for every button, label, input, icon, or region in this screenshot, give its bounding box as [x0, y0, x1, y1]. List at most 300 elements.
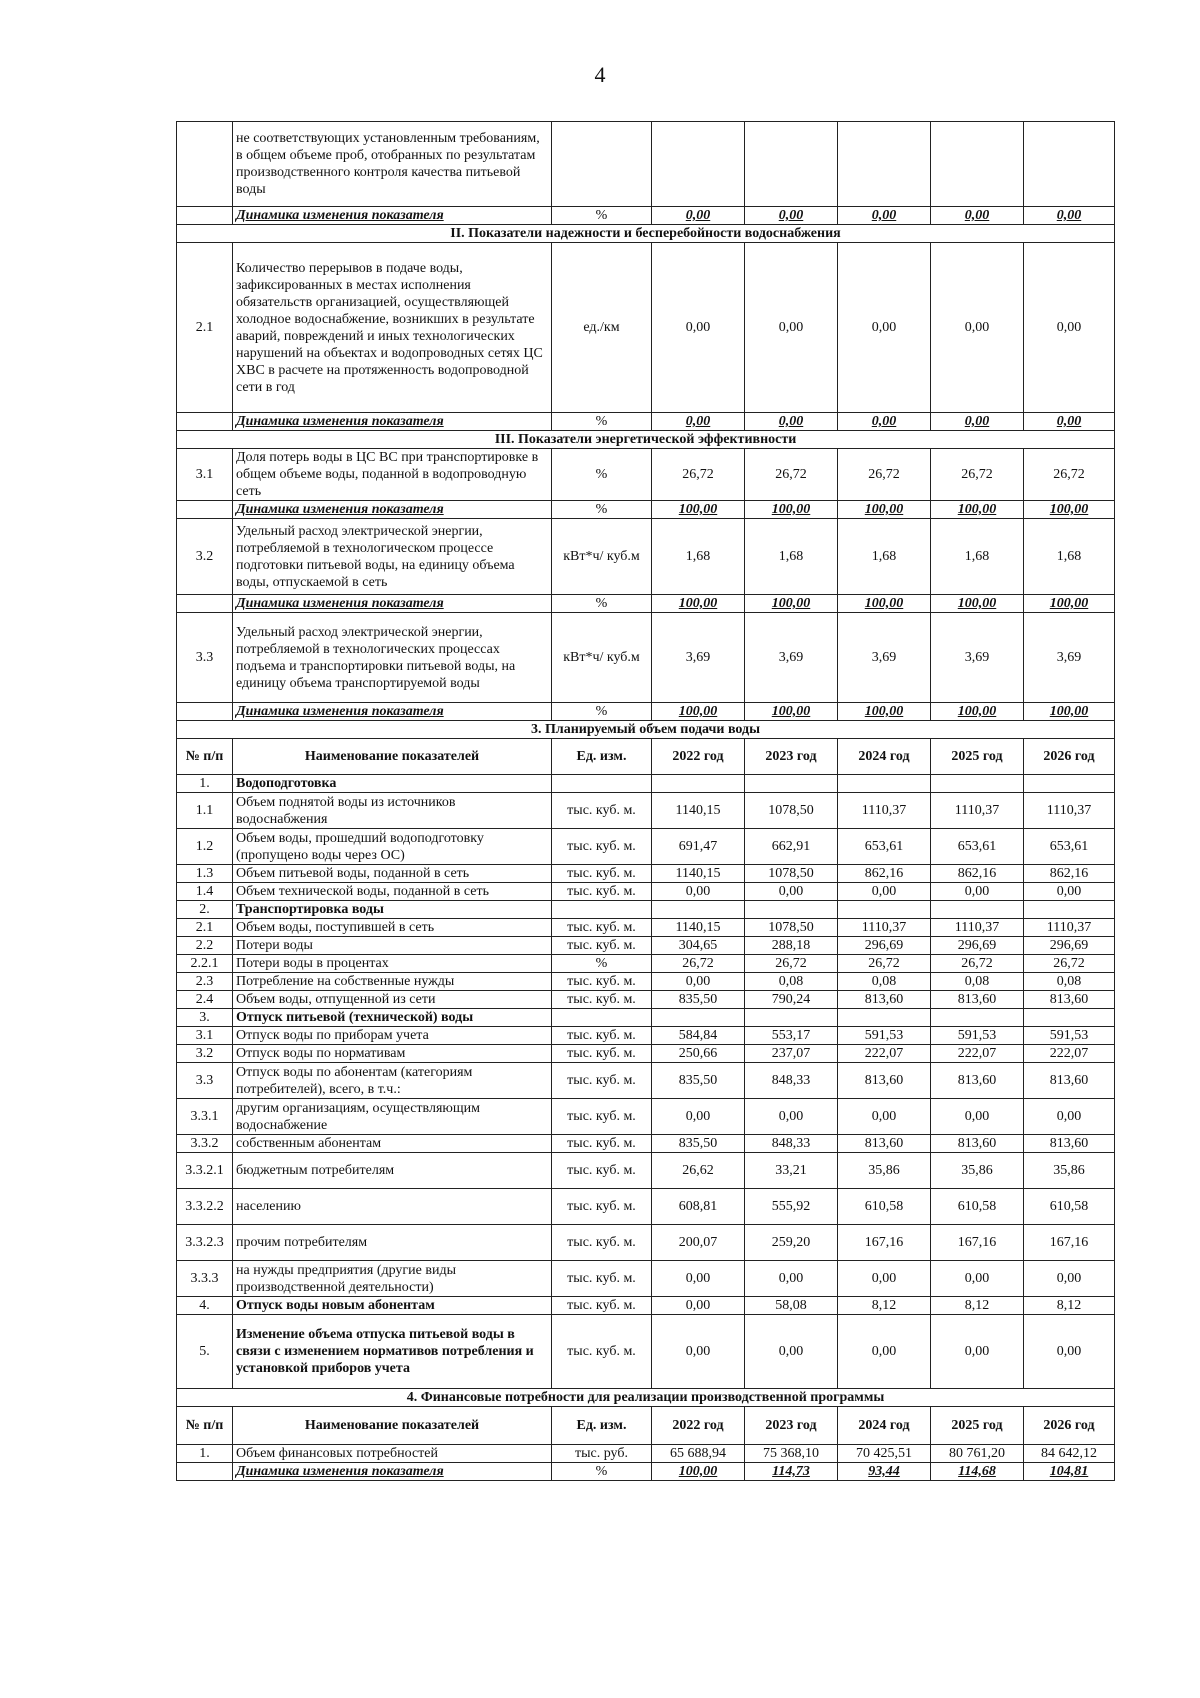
value-cell: 813,60 [931, 1135, 1024, 1153]
volume-row [177, 955, 1115, 973]
indicator-name: Объем финансовых потребностей [233, 1445, 552, 1463]
value-cell: 0,00 [838, 883, 931, 901]
value-cell: 862,16 [838, 865, 931, 883]
value-cell: 35,86 [838, 1153, 931, 1189]
value-cell: 8,12 [1024, 1297, 1115, 1315]
volume-row [177, 1099, 1115, 1135]
unit-cell: тыс. куб. м. [552, 1027, 652, 1045]
unit-cell: % [552, 595, 652, 613]
program-indicators-table [176, 121, 1115, 1481]
value-cell: 296,69 [931, 937, 1024, 955]
num-cell: 2.1 [177, 243, 233, 413]
value-cell: 26,62 [652, 1153, 745, 1189]
volume-row [177, 991, 1115, 1009]
indicator-name: Объем воды, отпущенной из сети [233, 991, 552, 1009]
value-cell: 100,00 [838, 595, 931, 613]
num-cell: 3.3.2.3 [177, 1225, 233, 1261]
header-year: 2024 год [838, 1407, 931, 1445]
dynamics-row [177, 1463, 1115, 1481]
value-cell: 100,00 [1024, 501, 1115, 519]
indicator-name: Отпуск воды по нормативам [233, 1045, 552, 1063]
value-cell: 0,00 [931, 1315, 1024, 1389]
value-cell: 813,60 [838, 1063, 931, 1099]
volume-row [177, 1297, 1115, 1315]
num-cell: 3.3.1 [177, 1099, 233, 1135]
value-cell: 0,00 [1024, 413, 1115, 431]
value-cell: 0,00 [745, 243, 838, 413]
indicator-name: Объем поднятой воды из источников водоснабжения [233, 793, 552, 829]
value-cell: 304,65 [652, 937, 745, 955]
num-cell: 3.2 [177, 519, 233, 595]
value-cell: 0,00 [652, 1297, 745, 1315]
value-cell: 8,12 [838, 1297, 931, 1315]
value-cell: 813,60 [838, 1135, 931, 1153]
value-cell [931, 901, 1024, 919]
indicator-name: собственным абонентам [233, 1135, 552, 1153]
value-cell: 100,00 [652, 501, 745, 519]
header-year: 2022 год [652, 1407, 745, 1445]
value-cell: 8,12 [931, 1297, 1024, 1315]
value-cell: 26,72 [838, 449, 931, 501]
value-cell: 100,00 [1024, 595, 1115, 613]
volume-row [177, 973, 1115, 991]
unit-cell: тыс. руб. [552, 1445, 652, 1463]
value-cell: 0,00 [838, 1261, 931, 1297]
dynamics-label: Динамика изменения показателя [233, 595, 552, 613]
num-cell: 3.3.2.1 [177, 1153, 233, 1189]
value-cell [745, 1009, 838, 1027]
num-cell: 2.1 [177, 919, 233, 937]
value-cell [838, 901, 931, 919]
unit-cell: тыс. куб. м. [552, 1315, 652, 1389]
value-cell: 296,69 [838, 937, 931, 955]
indicator-name: Доля потерь воды в ЦС ВС при транспортировке в общем объеме воды, поданной в водопроводную сеть [233, 449, 552, 501]
unit-cell: % [552, 449, 652, 501]
num-cell: 1.4 [177, 883, 233, 901]
section-title: III. Показатели энергетической эффективности [177, 431, 1115, 449]
value-cell: 0,00 [931, 1099, 1024, 1135]
indicator-name: Потребление на собственные нужды [233, 973, 552, 991]
value-cell: 653,61 [838, 829, 931, 865]
value-cell: 0,00 [652, 1261, 745, 1297]
value-cell: 3,69 [652, 613, 745, 703]
value-cell: 1110,37 [1024, 793, 1115, 829]
indicator-name: Удельный расход электрической энергии, потребляемой в технологическом процессе подготовки питьевой воды, на единицу объема воды, отпускаемой в сеть [233, 519, 552, 595]
value-cell [652, 775, 745, 793]
value-cell: 0,08 [1024, 973, 1115, 991]
value-cell: 813,60 [1024, 1063, 1115, 1099]
section-title-row [177, 721, 1115, 739]
dynamics-label: Динамика изменения показателя [233, 1463, 552, 1481]
value-cell: 1140,15 [652, 793, 745, 829]
num-cell: 3.3 [177, 613, 233, 703]
unit-cell: % [552, 955, 652, 973]
value-cell [745, 901, 838, 919]
header-row [177, 739, 1115, 775]
dynamics-row [177, 207, 1115, 225]
group-heading: Отпуск питьевой (технической) воды [233, 1009, 552, 1027]
value-cell: 100,00 [652, 703, 745, 721]
header-year: 2025 год [931, 1407, 1024, 1445]
value-cell: 35,86 [931, 1153, 1024, 1189]
value-cell: 58,08 [745, 1297, 838, 1315]
volume-row [177, 829, 1115, 865]
value-cell: 591,53 [838, 1027, 931, 1045]
num-cell: 1. [177, 1445, 233, 1463]
value-cell: 3,69 [838, 613, 931, 703]
indicator-row [177, 243, 1115, 413]
value-cell: 296,69 [1024, 937, 1115, 955]
value-cell: 0,00 [652, 243, 745, 413]
num-cell [177, 703, 233, 721]
group-heading-row [177, 1009, 1115, 1027]
value-cell: 0,00 [838, 207, 931, 225]
header-num: № п/п [177, 1407, 233, 1445]
indicator-name: Потери воды в процентах [233, 955, 552, 973]
unit-cell: тыс. куб. м. [552, 1063, 652, 1099]
num-cell: 2.3 [177, 973, 233, 991]
num-cell: 3.2 [177, 1045, 233, 1063]
value-cell: 0,00 [652, 973, 745, 991]
value-cell: 26,72 [1024, 955, 1115, 973]
indicator-name: Отпуск воды по абонентам (категориям потребителей), всего, в т.ч.: [233, 1063, 552, 1099]
unit-cell: ед./км [552, 243, 652, 413]
header-row [177, 1407, 1115, 1445]
unit-cell: тыс. куб. м. [552, 1261, 652, 1297]
group-heading: Водоподготовка [233, 775, 552, 793]
value-cell [838, 122, 931, 207]
volume-row [177, 1135, 1115, 1153]
value-cell: 0,00 [1024, 883, 1115, 901]
unit-cell: % [552, 207, 652, 225]
value-cell: 75 368,10 [745, 1445, 838, 1463]
header-name: Наименование показателей [233, 739, 552, 775]
value-cell: 114,68 [931, 1463, 1024, 1481]
num-cell [177, 207, 233, 225]
unit-cell: тыс. куб. м. [552, 1153, 652, 1189]
volume-row [177, 937, 1115, 955]
num-cell [177, 501, 233, 519]
num-cell [177, 413, 233, 431]
value-cell: 288,18 [745, 937, 838, 955]
value-cell [838, 775, 931, 793]
value-cell [1024, 122, 1115, 207]
num-cell: 1.3 [177, 865, 233, 883]
value-cell: 0,00 [745, 1099, 838, 1135]
value-cell: 862,16 [1024, 865, 1115, 883]
value-cell [652, 1009, 745, 1027]
header-unit: Ед. изм. [552, 739, 652, 775]
value-cell: 1140,15 [652, 919, 745, 937]
unit-cell: тыс. куб. м. [552, 1045, 652, 1063]
value-cell: 0,00 [652, 207, 745, 225]
section-title: 3. Планируемый объем подачи воды [177, 721, 1115, 739]
value-cell: 0,00 [1024, 243, 1115, 413]
value-cell: 0,00 [745, 1261, 838, 1297]
header-year: 2024 год [838, 739, 931, 775]
value-cell: 0,00 [1024, 207, 1115, 225]
value-cell: 848,33 [745, 1063, 838, 1099]
unit-cell: % [552, 703, 652, 721]
value-cell: 1,68 [1024, 519, 1115, 595]
value-cell: 0,00 [931, 413, 1024, 431]
num-cell: 2. [177, 901, 233, 919]
header-year: 2023 год [745, 1407, 838, 1445]
value-cell: 1078,50 [745, 919, 838, 937]
value-cell: 1,68 [838, 519, 931, 595]
volume-row [177, 1045, 1115, 1063]
value-cell: 100,00 [931, 501, 1024, 519]
value-cell: 848,33 [745, 1135, 838, 1153]
value-cell: 691,47 [652, 829, 745, 865]
value-cell [838, 1009, 931, 1027]
value-cell: 591,53 [1024, 1027, 1115, 1045]
num-cell: 3.3 [177, 1063, 233, 1099]
dynamics-label: Динамика изменения показателя [233, 413, 552, 431]
section-title: 4. Финансовые потребности для реализации производственной программы [177, 1389, 1115, 1407]
group-heading-row [177, 901, 1115, 919]
unit-cell: тыс. куб. м. [552, 991, 652, 1009]
unit-cell: тыс. куб. м. [552, 1135, 652, 1153]
num-cell: 3.3.2.2 [177, 1189, 233, 1225]
header-year: 2026 год [1024, 1407, 1115, 1445]
value-cell: 26,72 [838, 955, 931, 973]
value-cell [931, 122, 1024, 207]
value-cell: 662,91 [745, 829, 838, 865]
dynamics-row [177, 703, 1115, 721]
num-cell: 1. [177, 775, 233, 793]
value-cell: 93,44 [838, 1463, 931, 1481]
unit-cell: % [552, 501, 652, 519]
value-cell: 0,08 [838, 973, 931, 991]
value-cell: 26,72 [745, 449, 838, 501]
unit-cell: % [552, 1463, 652, 1481]
value-cell: 237,07 [745, 1045, 838, 1063]
value-cell: 610,58 [931, 1189, 1024, 1225]
value-cell [745, 122, 838, 207]
num-cell: 4. [177, 1297, 233, 1315]
volume-row [177, 1027, 1115, 1045]
group-heading: Транспортировка воды [233, 901, 552, 919]
value-cell: 0,00 [652, 883, 745, 901]
value-cell: 1,68 [652, 519, 745, 595]
value-cell [931, 1009, 1024, 1027]
section-title: II. Показатели надежности и бесперебойности водоснабжения [177, 225, 1115, 243]
num-cell: 3.1 [177, 1027, 233, 1045]
value-cell: 610,58 [838, 1189, 931, 1225]
indicator-name: Объем питьевой воды, поданной в сеть [233, 865, 552, 883]
value-cell [652, 901, 745, 919]
value-cell: 835,50 [652, 1135, 745, 1153]
volume-row [177, 865, 1115, 883]
value-cell: 250,66 [652, 1045, 745, 1063]
value-cell: 100,00 [1024, 703, 1115, 721]
indicator-name: Отпуск воды новым абонентам [233, 1297, 552, 1315]
value-cell: 0,00 [652, 1315, 745, 1389]
unit-cell: тыс. куб. м. [552, 937, 652, 955]
volume-row [177, 1225, 1115, 1261]
value-cell: 553,17 [745, 1027, 838, 1045]
value-cell: 0,00 [745, 413, 838, 431]
value-cell: 0,00 [652, 1099, 745, 1135]
indicator-name: Отпуск воды по приборам учета [233, 1027, 552, 1045]
value-cell: 813,60 [931, 1063, 1024, 1099]
value-cell: 167,16 [931, 1225, 1024, 1261]
section-title-row [177, 431, 1115, 449]
value-cell: 80 761,20 [931, 1445, 1024, 1463]
value-cell: 100,00 [745, 595, 838, 613]
value-cell: 167,16 [838, 1225, 931, 1261]
value-cell: 100,00 [745, 703, 838, 721]
indicator-name: Объем технической воды, поданной в сеть [233, 883, 552, 901]
value-cell: 200,07 [652, 1225, 745, 1261]
finance-row [177, 1445, 1115, 1463]
unit-cell: тыс. куб. м. [552, 919, 652, 937]
unit-cell [552, 901, 652, 919]
value-cell: 35,86 [1024, 1153, 1115, 1189]
value-cell: 790,24 [745, 991, 838, 1009]
indicator-row [177, 519, 1115, 595]
num-cell: 2.2 [177, 937, 233, 955]
indicator-name: Количество перерывов в подаче воды, зафиксированных в местах исполнения обязательств организацией, осуществляющей холодное водоснабжение, возникших в результате аварий, повреждений и иных технологических нарушений на объектах и водопроводных сетях ЦС ХВС в расчете на протяженность водопроводной сети в год [233, 243, 552, 413]
value-cell: 813,60 [1024, 991, 1115, 1009]
value-cell: 26,72 [931, 449, 1024, 501]
num-cell: 3.1 [177, 449, 233, 501]
unit-cell: % [552, 413, 652, 431]
value-cell: 584,84 [652, 1027, 745, 1045]
value-cell: 100,00 [931, 595, 1024, 613]
dynamics-label: Динамика изменения показателя [233, 501, 552, 519]
dynamics-row [177, 501, 1115, 519]
indicator-name: прочим потребителям [233, 1225, 552, 1261]
value-cell: 100,00 [745, 501, 838, 519]
num-cell: 2.4 [177, 991, 233, 1009]
value-cell: 0,00 [745, 1315, 838, 1389]
header-unit: Ед. изм. [552, 1407, 652, 1445]
num-cell: 5. [177, 1315, 233, 1389]
value-cell: 26,72 [652, 955, 745, 973]
value-cell [745, 775, 838, 793]
indicator-name: не соответствующих установленным требованиям, в общем объеме проб, отобранных по результатам производственного контроля качества питьевой воды [233, 122, 552, 207]
value-cell: 100,00 [652, 595, 745, 613]
dynamics-label: Динамика изменения показателя [233, 207, 552, 225]
value-cell: 653,61 [931, 829, 1024, 865]
unit-cell: тыс. куб. м. [552, 1297, 652, 1315]
header-year: 2025 год [931, 739, 1024, 775]
value-cell: 1110,37 [931, 919, 1024, 937]
num-cell: 3.3.2 [177, 1135, 233, 1153]
volume-row [177, 919, 1115, 937]
value-cell: 0,00 [838, 1099, 931, 1135]
indicator-row [177, 613, 1115, 703]
dynamics-row [177, 413, 1115, 431]
num-cell: 3. [177, 1009, 233, 1027]
unit-cell: кВт*ч/ куб.м [552, 613, 652, 703]
num-cell [177, 122, 233, 207]
value-cell: 104,81 [1024, 1463, 1115, 1481]
indicator-name: Удельный расход электрической энергии, потребляемой в технологических процессах подъема и транспортировки питьевой воды, на единицу объема транспортируемой воды [233, 613, 552, 703]
group-heading-row [177, 775, 1115, 793]
volume-row [177, 883, 1115, 901]
unit-cell [552, 122, 652, 207]
header-year: 2026 год [1024, 739, 1115, 775]
volume-row [177, 1063, 1115, 1099]
num-cell [177, 1463, 233, 1481]
header-year: 2023 год [745, 739, 838, 775]
value-cell: 813,60 [838, 991, 931, 1009]
value-cell: 862,16 [931, 865, 1024, 883]
value-cell: 1110,37 [1024, 919, 1115, 937]
unit-cell: тыс. куб. м. [552, 829, 652, 865]
volume-row [177, 1189, 1115, 1225]
volume-row [177, 1315, 1115, 1389]
indicator-name: населению [233, 1189, 552, 1225]
value-cell: 100,00 [931, 703, 1024, 721]
header-num: № п/п [177, 739, 233, 775]
value-cell [1024, 901, 1115, 919]
value-cell: 65 688,94 [652, 1445, 745, 1463]
value-cell: 222,07 [838, 1045, 931, 1063]
value-cell: 1078,50 [745, 865, 838, 883]
indicator-name: Объем воды, поступившей в сеть [233, 919, 552, 937]
value-cell [652, 122, 745, 207]
value-cell: 1110,37 [838, 919, 931, 937]
page-number: 4 [594, 62, 606, 87]
value-cell: 3,69 [745, 613, 838, 703]
value-cell: 26,72 [1024, 449, 1115, 501]
indicator-name: Изменение объема отпуска питьевой воды в связи с изменением нормативов потребления и установкой приборов учета [233, 1315, 552, 1389]
section-title-row [177, 1389, 1115, 1407]
value-cell: 70 425,51 [838, 1445, 931, 1463]
value-cell: 610,58 [1024, 1189, 1115, 1225]
value-cell: 222,07 [931, 1045, 1024, 1063]
num-cell: 2.2.1 [177, 955, 233, 973]
dynamics-row [177, 595, 1115, 613]
indicator-name: Объем воды, прошедший водоподготовку (пропущено воды через ОС) [233, 829, 552, 865]
value-cell: 0,00 [745, 207, 838, 225]
continued-indicator-row [177, 122, 1115, 207]
value-cell: 813,60 [1024, 1135, 1115, 1153]
value-cell: 114,73 [745, 1463, 838, 1481]
unit-cell: тыс. куб. м. [552, 793, 652, 829]
value-cell: 0,00 [931, 207, 1024, 225]
value-cell: 0,08 [931, 973, 1024, 991]
unit-cell: тыс. куб. м. [552, 1099, 652, 1135]
value-cell: 835,50 [652, 1063, 745, 1099]
value-cell: 0,00 [1024, 1099, 1115, 1135]
value-cell: 222,07 [1024, 1045, 1115, 1063]
num-cell [177, 595, 233, 613]
value-cell: 1078,50 [745, 793, 838, 829]
value-cell: 26,72 [745, 955, 838, 973]
value-cell: 1,68 [931, 519, 1024, 595]
num-cell: 3.3.3 [177, 1261, 233, 1297]
value-cell: 0,00 [931, 883, 1024, 901]
value-cell: 555,92 [745, 1189, 838, 1225]
unit-cell [552, 775, 652, 793]
value-cell: 0,00 [652, 413, 745, 431]
value-cell: 100,00 [652, 1463, 745, 1481]
value-cell: 26,72 [652, 449, 745, 501]
value-cell: 0,00 [838, 243, 931, 413]
header-name: Наименование показателей [233, 1407, 552, 1445]
unit-cell: кВт*ч/ куб.м [552, 519, 652, 595]
header-year: 2022 год [652, 739, 745, 775]
unit-cell: тыс. куб. м. [552, 883, 652, 901]
unit-cell: тыс. куб. м. [552, 1225, 652, 1261]
volume-row [177, 1153, 1115, 1189]
value-cell: 259,20 [745, 1225, 838, 1261]
